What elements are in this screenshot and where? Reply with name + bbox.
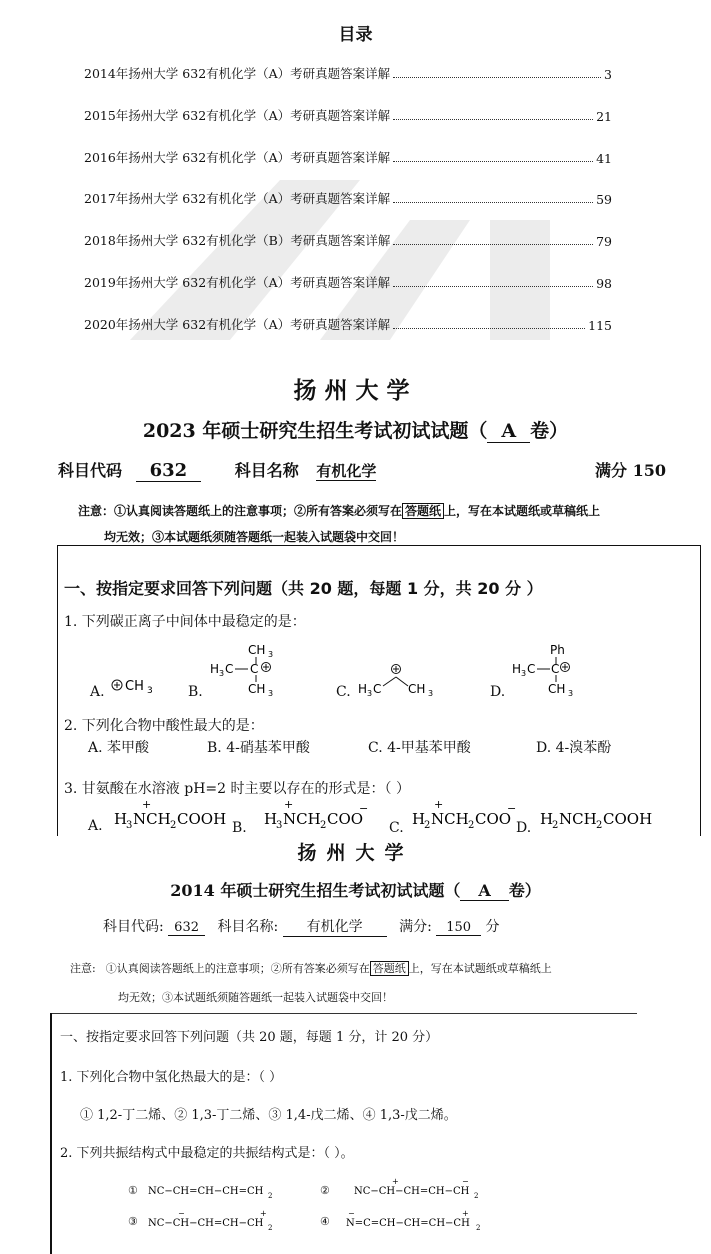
notice-text: ①认真阅读答题纸上的注意事项；②所有答案必须写在 — [105, 962, 370, 975]
full-score — [595, 458, 666, 481]
svg-text:+: + — [434, 798, 444, 811]
svg-text:3: 3 — [367, 689, 373, 698]
svg-text:2: 2 — [596, 820, 603, 831]
toc-item[interactable] — [84, 231, 612, 249]
option-label: D. — [490, 684, 506, 700]
svg-text:COOH: COOH — [177, 810, 227, 828]
svg-text:+: + — [392, 1177, 399, 1186]
svg-text:C: C — [527, 662, 536, 676]
svg-text:2: 2 — [170, 820, 177, 831]
svg-text:−: − — [178, 1209, 185, 1218]
svg-text:CH: CH — [248, 682, 266, 696]
toc-item-page: 115 — [588, 318, 612, 333]
option-label: A. — [88, 818, 103, 834]
option-label: B. — [188, 684, 203, 700]
carbocation-phenyl — [510, 640, 600, 700]
svg-text:NCH: NCH — [283, 810, 321, 828]
toc-item[interactable] — [84, 315, 612, 333]
option-b: B. 4-硝基苯甲酸 — [207, 740, 310, 756]
toc-item-text: 2014年扬州大学 632有机化学（A）考研真题答案详解 — [84, 66, 391, 81]
toc-item[interactable] — [84, 64, 612, 82]
svg-text:2: 2 — [474, 1192, 479, 1200]
toc-dots — [393, 77, 601, 78]
subject-line — [58, 458, 678, 482]
paper-label: A — [460, 881, 508, 901]
glycine-form-d — [538, 798, 658, 832]
toc-title: 目录 — [338, 25, 373, 45]
toc-dots — [393, 244, 593, 245]
notice — [78, 498, 698, 550]
score-label: 满分 — [595, 461, 628, 480]
toc-item-page: 79 — [596, 234, 612, 249]
svg-text:C: C — [551, 662, 560, 676]
option-d: D. 4-溴苯酚 — [536, 740, 612, 756]
toc-item[interactable] — [84, 148, 612, 166]
subject-name: 有机化学 — [283, 916, 387, 937]
svg-text:3: 3 — [126, 820, 133, 831]
svg-text:−: − — [507, 802, 517, 815]
name-label: 科目名称: — [217, 919, 279, 935]
svg-text:COO: COO — [327, 810, 364, 828]
option-label: A. — [90, 684, 105, 700]
svg-text:+: + — [462, 1209, 469, 1218]
notice-text: 上，写在本试题纸或草稿纸上 — [444, 504, 601, 518]
svg-text:2: 2 — [320, 820, 327, 831]
subject-name: 有机化学 — [316, 462, 377, 480]
university-title: 扬州大学 — [293, 377, 418, 404]
svg-text:N=C=CH−CH=CH−CH: N=C=CH−CH=CH−CH — [346, 1218, 470, 1229]
svg-text:H: H — [210, 662, 220, 676]
question-1: 1. 下列化合物中氢化热最大的是：（ ） — [60, 1070, 283, 1085]
notice-label: 注意: — [70, 962, 96, 975]
toc-item[interactable] — [84, 189, 612, 207]
exam-title-end: 卷） — [530, 420, 569, 442]
svg-text:C: C — [225, 662, 234, 676]
toc-item-text: 2017年扬州大学 632有机化学（A）考研真题答案详解 — [84, 191, 391, 206]
svg-text:H: H — [512, 662, 522, 676]
svg-text:COO: COO — [475, 810, 512, 828]
svg-text:H: H — [264, 810, 278, 828]
toc-dots — [393, 202, 593, 203]
svg-text:2: 2 — [468, 820, 475, 831]
svg-text:3: 3 — [268, 689, 274, 698]
subject-code: 632 — [168, 920, 205, 936]
question-1-options: ① 1,2-丁二烯、② 1,3-丁二烯、③ 1,4-戊二烯、④ 1,3-戊二烯。 — [80, 1108, 457, 1123]
svg-text:H: H — [540, 810, 554, 828]
question-2: 2. 下列共振结构式中最稳定的共振结构式是：（ ）。 — [60, 1146, 354, 1161]
svg-text:−: − — [462, 1177, 469, 1186]
structure-mark: ② — [320, 1184, 330, 1197]
svg-text:3: 3 — [219, 669, 225, 678]
subject-line — [103, 916, 500, 937]
svg-text:3: 3 — [568, 689, 574, 698]
svg-text:2: 2 — [552, 820, 559, 831]
notice-text: 上，写在本试题纸或草稿纸上 — [408, 962, 552, 975]
carbocation-tert-butyl — [208, 640, 298, 700]
svg-text:CH: CH — [408, 682, 426, 696]
resonance-structure-1 — [146, 1176, 286, 1202]
exam-title — [0, 416, 711, 443]
resonance-structure-3 — [146, 1206, 286, 1234]
option-a: A. 苯甲酸 — [88, 740, 150, 756]
structure-mark: ③ — [128, 1215, 138, 1228]
svg-text:CH: CH — [548, 682, 566, 696]
svg-text:C: C — [250, 662, 259, 676]
toc-item-text: 2018年扬州大学 632有机化学（B）考研真题答案详解 — [84, 233, 391, 248]
toc-item-page: 98 — [596, 276, 612, 291]
glycine-form-c — [410, 798, 520, 832]
svg-text:CH: CH — [248, 643, 266, 657]
toc-item-page: 41 — [596, 151, 612, 166]
toc-item-text: 2020年扬州大学 632有机化学（A）考研真题答案详解 — [84, 317, 391, 332]
option-c: C. 4-甲基苯甲酸 — [368, 740, 471, 756]
section-heading: 一、按指定要求回答下列问题（共 20 题，每题 1 分，共 20 分 ） — [64, 579, 543, 598]
toc-item-page: 21 — [596, 109, 612, 124]
notice-label: 注意： — [78, 504, 115, 518]
code-label: 科目代码 — [58, 461, 123, 480]
section-heading: 一、按指定要求回答下列问题（共 20 题，每题 1 分，计 20 分） — [60, 1030, 439, 1045]
question-3: 3. 甘氨酸在水溶液 pH=2 时主要以存在的形式是：（ ） — [64, 781, 410, 797]
exam-title — [0, 878, 711, 901]
svg-text:C: C — [373, 682, 382, 696]
svg-text:2: 2 — [268, 1224, 273, 1232]
resonance-structure-4 — [344, 1206, 494, 1234]
svg-text:−: − — [359, 802, 369, 815]
structure-mark: ④ — [320, 1215, 330, 1228]
notice — [70, 954, 552, 1012]
toc-item-page: 59 — [596, 192, 612, 207]
notice-text: ①认真阅读答题纸上的注意事项；②所有答案必须写在 — [114, 504, 403, 518]
score-value: 150 — [436, 920, 481, 936]
option-label: D. — [516, 820, 532, 836]
option-label: B. — [232, 820, 247, 836]
svg-text:2: 2 — [268, 1192, 273, 1200]
carbocation-isopropyl — [356, 660, 446, 700]
svg-text:NCH: NCH — [133, 810, 171, 828]
svg-text:H: H — [114, 810, 128, 828]
score-value: 150 — [632, 461, 666, 480]
carbocation-methyl — [108, 674, 168, 696]
svg-text:NC−CH=CH−CH=CH: NC−CH=CH−CH=CH — [148, 1186, 264, 1197]
svg-text:−: − — [348, 1209, 355, 1218]
notice-box: 答题纸 — [370, 961, 409, 976]
toc-dots — [393, 286, 593, 287]
toc-item[interactable] — [84, 106, 612, 124]
question-box-left — [50, 1013, 52, 1254]
svg-text:NC−CH−CH=CH−CH: NC−CH−CH=CH−CH — [354, 1186, 470, 1197]
code-label: 科目代码: — [103, 919, 164, 935]
glycine-form-a — [112, 798, 232, 832]
svg-text:NCH: NCH — [559, 810, 597, 828]
svg-text:Ph: Ph — [550, 643, 565, 657]
subject-code: 632 — [136, 460, 202, 482]
svg-text:3: 3 — [147, 686, 153, 696]
notice-text: 均无效；③本试题纸须随答题纸一起装入试题袋中交回！ — [118, 991, 393, 1004]
question-1: 1. 下列碳正离子中间体中最稳定的是： — [64, 614, 306, 630]
notice-box: 答题纸 — [402, 503, 444, 519]
score-unit: 分 — [485, 919, 500, 935]
svg-text:CH: CH — [125, 679, 144, 694]
structure-mark: ① — [128, 1184, 138, 1197]
question-2: 2. 下列化合物中酸性最大的是： — [64, 718, 264, 734]
toc-dots — [393, 328, 585, 329]
university-title: 扬州大学 — [297, 842, 414, 864]
svg-text:NCH: NCH — [431, 810, 469, 828]
exam-title-end: 卷） — [508, 881, 541, 900]
option-label: C. — [389, 820, 404, 836]
notice-text: 均无效；③本试题纸须随答题纸一起装入试题袋中交回！ — [104, 530, 405, 544]
svg-text:+: + — [260, 1209, 267, 1218]
toc-dots — [393, 119, 593, 120]
svg-text:2: 2 — [424, 820, 431, 831]
toc-item[interactable] — [84, 273, 612, 291]
toc-dots — [393, 161, 593, 162]
svg-text:3: 3 — [276, 820, 283, 831]
name-label: 科目名称 — [234, 461, 299, 480]
exam-title-text: 2014 年硕士研究生招生考试初试试题（ — [170, 881, 461, 900]
glycine-form-b — [262, 798, 372, 832]
question-box-top — [50, 1013, 637, 1014]
svg-text:3: 3 — [521, 669, 527, 678]
paper-label: A — [487, 420, 530, 443]
toc-item-text: 2019年扬州大学 632有机化学（A）考研真题答案详解 — [84, 275, 391, 290]
resonance-structure-2 — [352, 1176, 492, 1202]
svg-text:3: 3 — [268, 650, 274, 659]
svg-text:H: H — [412, 810, 426, 828]
option-label: C. — [336, 684, 351, 700]
svg-text:+: + — [142, 798, 152, 811]
svg-text:NC−CH−CH=CH−CH: NC−CH−CH=CH−CH — [148, 1218, 264, 1229]
toc-item-text: 2016年扬州大学 632有机化学（A）考研真题答案详解 — [84, 150, 391, 165]
svg-text:COOH: COOH — [603, 810, 653, 828]
toc-item-page: 3 — [604, 67, 612, 82]
svg-text:H: H — [358, 682, 368, 696]
svg-text:3: 3 — [428, 689, 434, 698]
svg-text:2: 2 — [476, 1224, 481, 1232]
exam-title-text: 2023 年硕士研究生招生考试初试试题（ — [142, 420, 488, 442]
score-label: 满分: — [399, 919, 432, 935]
toc-item-text: 2015年扬州大学 632有机化学（A）考研真题答案详解 — [84, 108, 391, 123]
svg-text:+: + — [284, 798, 294, 811]
